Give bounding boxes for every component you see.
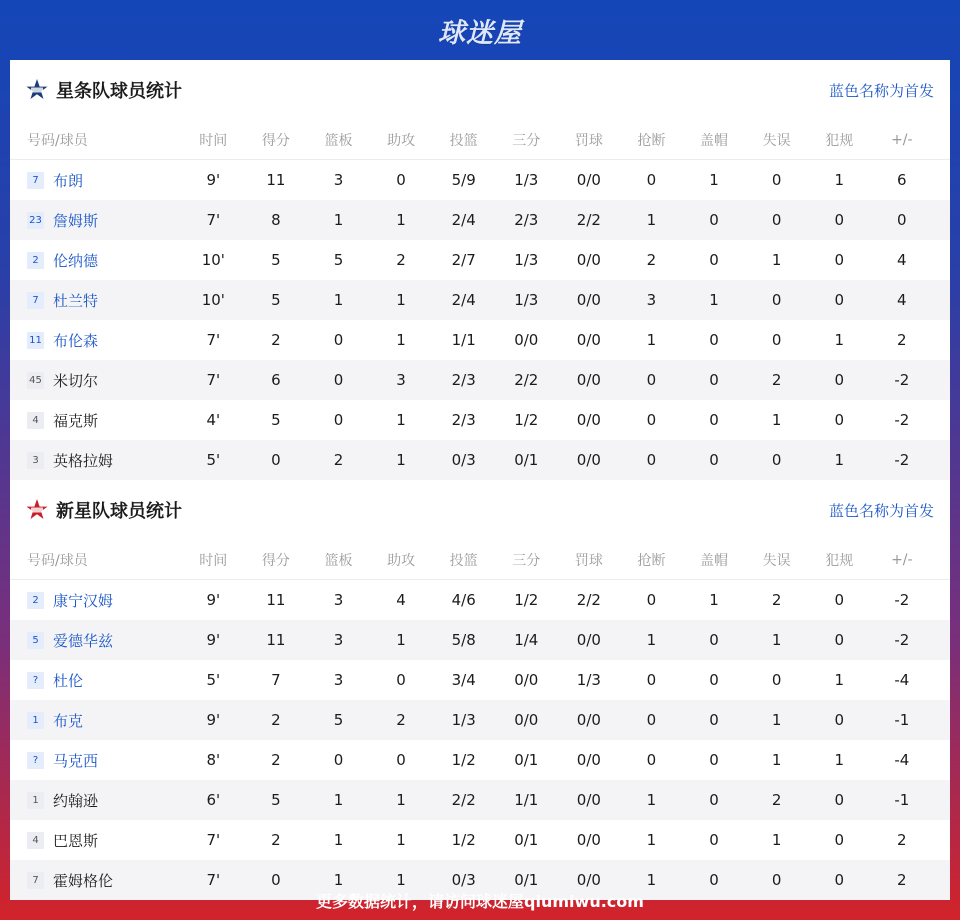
stat-cell: 1	[646, 211, 657, 229]
stat-cell: 1	[834, 451, 844, 469]
stat-cell: 0	[771, 671, 782, 689]
stats-panel	[10, 60, 950, 890]
stat-cell: -2	[894, 371, 910, 389]
stat-cell: 0	[646, 411, 657, 429]
player-name[interactable]: 康宁汉姆	[53, 591, 114, 610]
stat-cell: 0/0	[576, 791, 601, 809]
column-header: 罚球	[574, 552, 603, 569]
stat-cell: 5/9	[451, 171, 476, 189]
stat-cell: 0	[709, 411, 719, 429]
stat-cell: 0	[646, 171, 657, 189]
stat-cell: 1/1	[514, 791, 539, 809]
stat-cell: 0	[709, 451, 719, 469]
stat-cell: 1	[771, 631, 782, 649]
player-cell	[10, 670, 182, 691]
player-name[interactable]: 布克	[53, 711, 84, 730]
stat-cell: 2	[771, 371, 782, 389]
column-header: 篮板	[324, 552, 353, 569]
stat-cell: 2/7	[451, 251, 476, 269]
stat-cell: 4	[396, 591, 406, 609]
stat-cell: 1/2	[451, 831, 476, 849]
stat-cell: 1	[646, 331, 657, 349]
stat-cell: 1/3	[514, 171, 539, 189]
table-row[interactable]	[10, 160, 950, 200]
stat-cell: 0	[771, 211, 782, 229]
stat-cell: 5	[271, 411, 281, 429]
column-header: 篮板	[324, 132, 353, 149]
player-cell	[10, 330, 182, 351]
column-header: 号码/球员	[27, 132, 88, 149]
stat-cell: 1/3	[576, 671, 601, 689]
player-cell	[10, 790, 182, 811]
jersey-number-badge: 45	[27, 372, 44, 389]
stat-cell: 0	[771, 291, 782, 309]
stat-cell: 1	[771, 831, 782, 849]
player-cell	[10, 210, 182, 231]
table-row[interactable]	[10, 440, 950, 480]
stat-cell: 1	[834, 751, 844, 769]
stat-cell: 0	[897, 211, 907, 229]
player-cell	[10, 830, 182, 851]
stat-cell: 3	[333, 671, 344, 689]
stat-cell: 0	[646, 751, 657, 769]
stat-cell: 2/4	[451, 291, 476, 309]
stat-cell: 0	[709, 711, 719, 729]
jersey-number-badge: 5	[27, 632, 44, 649]
stat-cell: 0	[834, 711, 844, 729]
stat-cell: 0	[333, 331, 344, 349]
stat-cell: 0	[771, 331, 782, 349]
team-title: 新星队球员统计	[56, 501, 182, 522]
column-header: 得分	[261, 132, 290, 149]
stat-cell: 1/2	[514, 411, 539, 429]
player-cell	[10, 170, 182, 191]
stat-cell: 1	[333, 791, 344, 809]
table-row[interactable]	[10, 660, 950, 700]
stat-cell: 7'	[206, 371, 221, 389]
stat-cell: 2	[271, 831, 281, 849]
table-row[interactable]	[10, 700, 950, 740]
stat-cell: -2	[894, 411, 910, 429]
stat-cell: 2/3	[451, 371, 476, 389]
team-header	[10, 60, 950, 120]
player-name: 巴恩斯	[53, 831, 99, 850]
jersey-number-badge: 1	[27, 792, 44, 809]
stat-cell: 1	[333, 291, 344, 309]
stat-cell: 1	[396, 631, 406, 649]
player-name: 约翰逊	[53, 791, 99, 810]
stat-cell: 0	[834, 631, 844, 649]
stat-cell: 1	[396, 211, 406, 229]
stat-cell: 0	[709, 331, 719, 349]
stat-cell: 0	[333, 371, 344, 389]
stat-cell: 0/0	[576, 711, 601, 729]
jersey-number-badge: 1	[27, 712, 44, 729]
stat-cell: 2	[396, 711, 406, 729]
team-logo-icon	[26, 499, 48, 521]
player-name[interactable]: 杜兰特	[53, 291, 99, 310]
stat-cell: 1	[646, 831, 657, 849]
stat-cell: 9'	[206, 591, 221, 609]
stat-cell: 0/0	[576, 371, 601, 389]
stat-cell: 0	[646, 371, 657, 389]
player-cell	[10, 750, 182, 771]
column-header: 抢断	[637, 552, 666, 569]
stat-cell: 2	[271, 711, 281, 729]
stat-cell: 11	[266, 171, 286, 189]
column-header: 三分	[512, 552, 541, 569]
stat-cell: 1	[709, 291, 719, 309]
stat-cell: 0/0	[576, 831, 601, 849]
column-header: 抢断	[637, 132, 666, 149]
table-row[interactable]	[10, 360, 950, 400]
stat-cell: 2	[897, 871, 907, 889]
stat-cell: -1	[894, 791, 910, 809]
stat-cell: 1	[834, 331, 844, 349]
stat-cell: 0/0	[514, 331, 539, 349]
stat-cell: 1	[771, 751, 782, 769]
stat-cell: 0	[834, 791, 844, 809]
stat-cell: 0/1	[514, 451, 539, 469]
player-cell	[10, 450, 182, 471]
stat-cell: 9'	[206, 171, 221, 189]
stat-cell: 0	[709, 631, 719, 649]
stat-cell: 0	[709, 871, 719, 889]
player-name[interactable]: 布伦森	[53, 331, 99, 350]
jersey-number-badge: 23	[27, 212, 44, 229]
column-header: 号码/球员	[27, 552, 88, 569]
column-header: 犯规	[825, 132, 854, 149]
stat-cell: 1	[771, 411, 782, 429]
stat-cell: 0	[834, 871, 844, 889]
stat-cell: 0	[271, 451, 281, 469]
jersey-number-badge: 7	[27, 872, 44, 889]
stat-cell: 2/2	[514, 371, 539, 389]
stat-cell: 2	[333, 451, 344, 469]
column-header: 盖帽	[700, 552, 729, 569]
column-header: 时间	[199, 132, 228, 149]
stat-cell: 2	[271, 751, 281, 769]
stat-cell: 1	[396, 451, 406, 469]
table-row[interactable]	[10, 320, 950, 360]
jersey-number-badge: 3	[27, 452, 44, 469]
stat-cell: 9'	[206, 711, 221, 729]
stat-cell: 2	[646, 251, 657, 269]
stat-cell: 0	[646, 451, 657, 469]
stat-cell: 2/3	[514, 211, 539, 229]
stat-cell: 5	[333, 711, 344, 729]
stat-cell: 1	[646, 871, 657, 889]
stat-cell: 0/0	[576, 871, 601, 889]
stat-cell: 2	[771, 791, 782, 809]
player-cell	[10, 710, 182, 731]
stat-cell: 6	[897, 171, 907, 189]
stat-cell: 0	[834, 591, 844, 609]
player-name[interactable]: 马克西	[53, 751, 99, 770]
stat-cell: 0	[333, 751, 344, 769]
player-cell	[10, 250, 182, 271]
stat-cell: 8	[271, 211, 281, 229]
player-name: 英格拉姆	[53, 451, 114, 470]
stat-cell: 0/3	[451, 451, 476, 469]
stat-cell: 0/0	[576, 751, 601, 769]
top-bar	[0, 0, 960, 60]
stat-cell: 0	[771, 171, 782, 189]
stat-cell: 10'	[201, 251, 225, 269]
table-header-row	[10, 540, 950, 580]
stat-cell: 5	[271, 251, 281, 269]
stat-cell: 0	[709, 831, 719, 849]
column-header: 时间	[199, 552, 228, 569]
stat-cell: 0/0	[576, 411, 601, 429]
brand-logo: 球迷屋	[438, 17, 522, 49]
stat-cell: 2	[897, 831, 907, 849]
column-header: 投篮	[449, 132, 478, 149]
table-row[interactable]	[10, 580, 950, 620]
stat-cell: 3	[333, 631, 344, 649]
column-header: 助攻	[387, 132, 416, 149]
column-header: +/-	[891, 131, 913, 148]
stat-cell: 5	[271, 791, 281, 809]
table-row[interactable]	[10, 400, 950, 440]
team-section-1	[10, 60, 950, 480]
table-header-row	[10, 120, 950, 160]
column-header: 失误	[762, 132, 791, 149]
stat-cell: 0/0	[576, 251, 601, 269]
stat-cell: 1/3	[514, 251, 539, 269]
stat-cell: 5/8	[451, 631, 476, 649]
stat-cell: 0	[834, 291, 844, 309]
team-section-2	[10, 480, 950, 900]
stat-cell: -2	[894, 451, 910, 469]
stat-cell: 0	[834, 251, 844, 269]
player-name[interactable]: 布朗	[53, 171, 84, 190]
jersey-number-badge: 11	[27, 332, 44, 349]
stat-cell: 1	[333, 831, 344, 849]
team-logo-icon	[26, 79, 48, 101]
stat-cell: 10'	[201, 291, 225, 309]
stat-cell: 6	[271, 371, 281, 389]
jersey-number-badge: 7	[27, 172, 44, 189]
stat-cell: 1/4	[514, 631, 539, 649]
stat-cell: 4	[897, 291, 907, 309]
column-header: 盖帽	[700, 132, 729, 149]
stat-cell: -2	[894, 591, 910, 609]
player-cell	[10, 290, 182, 311]
player-cell	[10, 410, 182, 431]
stat-cell: 0/0	[576, 451, 601, 469]
stat-cell: 9'	[206, 631, 221, 649]
team-title: 星条队球员统计	[56, 81, 182, 102]
stat-cell: 3	[333, 171, 344, 189]
stat-cell: 2/2	[451, 791, 476, 809]
stat-cell: 1	[396, 411, 406, 429]
stat-cell: 6'	[206, 791, 221, 809]
stat-cell: 1	[834, 171, 844, 189]
stat-cell: 0	[709, 791, 719, 809]
stat-cell: 0	[834, 371, 844, 389]
column-header: 投篮	[449, 552, 478, 569]
column-header: 得分	[261, 552, 290, 569]
stat-cell: 1/3	[451, 711, 476, 729]
stat-cell: 1/2	[451, 751, 476, 769]
stat-cell: 3	[333, 591, 344, 609]
stat-cell: 0	[271, 871, 281, 889]
stat-cell: 0	[834, 411, 844, 429]
stat-cell: 0/0	[576, 291, 601, 309]
stat-cell: 1	[396, 291, 406, 309]
stat-cell: 0/0	[576, 331, 601, 349]
stat-cell: 7	[271, 671, 281, 689]
stat-cell: 0	[396, 171, 406, 189]
table-row[interactable]	[10, 780, 950, 820]
stat-cell: 3/4	[451, 671, 476, 689]
stat-cell: 1/2	[514, 591, 539, 609]
stat-cell: 0	[709, 671, 719, 689]
stat-cell: 1	[396, 331, 406, 349]
stat-cell: 2/3	[451, 411, 476, 429]
starter-legend-note: 蓝色名称为首发	[828, 81, 934, 100]
stat-cell: 0	[646, 591, 657, 609]
stat-cell: 0	[646, 711, 657, 729]
stat-cell: 0	[709, 371, 719, 389]
stat-cell: 1	[333, 211, 344, 229]
stat-cell: 7'	[206, 211, 221, 229]
stat-cell: 0	[834, 831, 844, 849]
player-name[interactable]: 伦纳德	[53, 251, 99, 270]
stat-cell: 0	[709, 251, 719, 269]
stat-cell: 2	[897, 331, 907, 349]
stat-cell: 1	[396, 871, 406, 889]
table-row[interactable]	[10, 280, 950, 320]
jersey-number-badge: 4	[27, 412, 44, 429]
stat-cell: 3	[396, 371, 406, 389]
stat-cell: 0/1	[514, 871, 539, 889]
stat-cell: -2	[894, 631, 910, 649]
player-name: 米切尔	[53, 371, 99, 390]
stat-cell: 0	[396, 671, 406, 689]
stat-cell: 1	[771, 711, 782, 729]
jersey-number-badge: 7	[27, 292, 44, 309]
jersey-number-badge: 2	[27, 592, 44, 609]
stat-cell: 8'	[206, 751, 221, 769]
stat-cell: 1	[709, 171, 719, 189]
stat-cell: 1/3	[514, 291, 539, 309]
stat-cell: 0	[709, 751, 719, 769]
stat-cell: 0/0	[514, 671, 539, 689]
stat-cell: 3	[646, 291, 657, 309]
stat-cell: 0	[333, 411, 344, 429]
stat-cell: 2	[271, 331, 281, 349]
table-row[interactable]	[10, 740, 950, 780]
player-name: 霍姆格伦	[53, 871, 114, 890]
stat-cell: -4	[894, 671, 910, 689]
stat-cell: 0/1	[514, 751, 539, 769]
stat-cell: 1	[646, 631, 657, 649]
stat-cell: 4	[897, 251, 907, 269]
stat-cell: 1	[396, 831, 406, 849]
table-row[interactable]	[10, 200, 950, 240]
stat-cell: 0	[646, 671, 657, 689]
stat-cell: 5	[333, 251, 344, 269]
player-name[interactable]: 爱德华兹	[53, 631, 114, 650]
stat-cell: 0	[396, 751, 406, 769]
stat-cell: 5'	[206, 671, 221, 689]
stat-cell: 2/4	[451, 211, 476, 229]
stat-cell: 1	[646, 791, 657, 809]
stat-cell: 1/1	[451, 331, 476, 349]
stat-cell: -4	[894, 751, 910, 769]
jersey-number-badge: 4	[27, 832, 44, 849]
column-header: 失误	[762, 552, 791, 569]
stat-cell: 0/3	[451, 871, 476, 889]
stat-cell: 2	[771, 591, 782, 609]
player-cell	[10, 370, 182, 391]
stat-cell: 11	[266, 591, 286, 609]
column-header: 助攻	[387, 552, 416, 569]
stat-cell: 7'	[206, 831, 221, 849]
stat-cell: 0/1	[514, 831, 539, 849]
player-name: 福克斯	[53, 411, 99, 430]
column-header: 三分	[512, 132, 541, 149]
table-row[interactable]	[10, 620, 950, 660]
stat-cell: 0/0	[514, 711, 539, 729]
player-cell	[10, 630, 182, 651]
table-row[interactable]	[10, 820, 950, 860]
stat-cell: 2	[396, 251, 406, 269]
stat-cell: 0/0	[576, 171, 601, 189]
stat-cell: 7'	[206, 871, 221, 889]
table-row[interactable]	[10, 240, 950, 280]
column-header: 犯规	[825, 552, 854, 569]
stat-cell: 0	[709, 211, 719, 229]
stat-cell: 1	[396, 791, 406, 809]
stat-cell: 0	[834, 211, 844, 229]
stat-cell: 11	[266, 631, 286, 649]
stat-cell: 2/2	[576, 211, 601, 229]
player-cell	[10, 590, 182, 611]
jersey-number-badge: ?	[27, 752, 44, 769]
stat-cell: 0	[771, 451, 782, 469]
starter-legend-note: 蓝色名称为首发	[828, 501, 934, 520]
jersey-number-badge: 2	[27, 252, 44, 269]
footer-banner[interactable]: 更多数据统计，请访问球迷屋qiumiwu.com	[316, 891, 644, 911]
stat-cell: 0/0	[576, 631, 601, 649]
column-header: 罚球	[574, 132, 603, 149]
stat-cell: 4'	[206, 411, 221, 429]
stat-cell: 0	[771, 871, 782, 889]
player-name[interactable]: 杜伦	[53, 671, 84, 690]
stat-cell: 1	[834, 671, 844, 689]
jersey-number-badge: ?	[27, 672, 44, 689]
player-name[interactable]: 詹姆斯	[53, 211, 99, 230]
column-header: +/-	[891, 551, 913, 568]
stat-cell: 2/2	[576, 591, 601, 609]
stat-cell: -1	[894, 711, 910, 729]
stat-cell: 5	[271, 291, 281, 309]
stat-cell: 1	[771, 251, 782, 269]
stat-cell: 1	[709, 591, 719, 609]
team-header	[10, 480, 950, 540]
stat-cell: 1	[333, 871, 344, 889]
stat-cell: 4/6	[451, 591, 476, 609]
stat-cell: 7'	[206, 331, 221, 349]
stat-cell: 5'	[206, 451, 221, 469]
